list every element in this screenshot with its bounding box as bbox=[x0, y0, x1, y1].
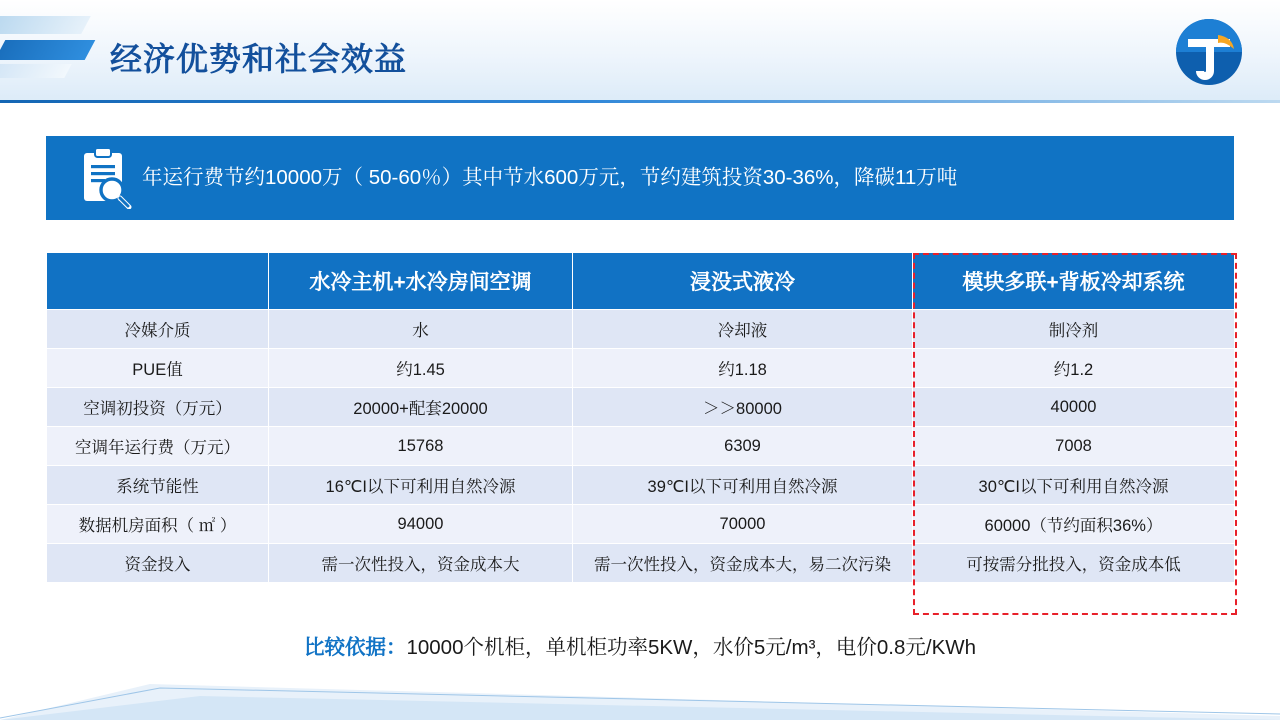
row-cell: 15768 bbox=[269, 427, 573, 466]
row-cell: 39℃I以下可利用自然冷源 bbox=[573, 466, 913, 505]
row-cell: 需一次性投入，资金成本大，易二次污染 bbox=[573, 544, 913, 583]
banner-text: 年运行费节约10000万（ 50-60％）其中节水600万元，节约建筑投资30-36%，降碳11万吨 bbox=[142, 166, 958, 190]
row-cell: 16℃I以下可利用自然冷源 bbox=[269, 466, 573, 505]
row-cell: 60000（节约面积36%） bbox=[913, 505, 1235, 544]
table-row bbox=[47, 544, 1235, 583]
footer-decoration bbox=[0, 678, 1280, 720]
comparison-basis-label: 比较依据： bbox=[303, 636, 407, 659]
header-accent-stripe-2 bbox=[0, 40, 95, 60]
row-cell: 约1.2 bbox=[913, 349, 1235, 388]
row-cell: 冷却液 bbox=[573, 310, 913, 349]
header-underline bbox=[0, 100, 1280, 103]
slide-header bbox=[0, 0, 1280, 110]
row-cell: 40000 bbox=[913, 388, 1235, 427]
table-row bbox=[47, 427, 1235, 466]
row-cell: 6309 bbox=[573, 427, 913, 466]
table-row bbox=[47, 349, 1235, 388]
row-cell: 20000+配套20000 bbox=[269, 388, 573, 427]
row-cell: 7008 bbox=[913, 427, 1235, 466]
table-header-col-2: 浸没式液冷 bbox=[573, 253, 913, 310]
table-header-blank bbox=[47, 253, 269, 310]
company-logo-icon bbox=[1174, 17, 1244, 87]
row-label: 冷媒介质 bbox=[47, 310, 269, 349]
row-cell: 约1.18 bbox=[573, 349, 913, 388]
comparison-basis-text: 10000个机柜，单机柜功率5KW，水价5元/m³，电价0.8元/KWh bbox=[406, 636, 977, 659]
row-label: 空调年运行费（万元） bbox=[47, 427, 269, 466]
row-label: PUE值 bbox=[47, 349, 269, 388]
row-label: 资金投入 bbox=[47, 544, 269, 583]
header-accent-stripe-3 bbox=[0, 64, 72, 78]
comparison-basis-note bbox=[0, 630, 1280, 660]
row-cell: 需一次性投入，资金成本大 bbox=[269, 544, 573, 583]
table-header-col-1: 水冷主机+水冷房间空调 bbox=[269, 253, 573, 310]
table-row bbox=[47, 505, 1235, 544]
row-label: 系统节能性 bbox=[47, 466, 269, 505]
header-accent-stripe-1 bbox=[0, 16, 91, 34]
row-cell: 水 bbox=[269, 310, 573, 349]
row-label: 数据机房面积（ ㎡ ） bbox=[47, 505, 269, 544]
table-row bbox=[47, 466, 1235, 505]
table-header-col-3: 模块多联+背板冷却系统 bbox=[913, 253, 1235, 310]
page-title: 经济优势和社会效益 bbox=[110, 41, 408, 77]
table-header-row bbox=[47, 253, 1235, 310]
clipboard-search-icon bbox=[68, 147, 142, 209]
summary-banner bbox=[46, 136, 1234, 220]
row-cell: ＞＞80000 bbox=[573, 388, 913, 427]
row-label: 空调初投资（万元） bbox=[47, 388, 269, 427]
comparison-table bbox=[46, 252, 1235, 583]
row-cell: 约1.45 bbox=[269, 349, 573, 388]
table-row bbox=[47, 310, 1235, 349]
row-cell: 制冷剂 bbox=[913, 310, 1235, 349]
row-cell: 可按需分批投入，资金成本低 bbox=[913, 544, 1235, 583]
table-row bbox=[47, 388, 1235, 427]
row-cell: 94000 bbox=[269, 505, 573, 544]
row-cell: 30℃I以下可利用自然冷源 bbox=[913, 466, 1235, 505]
row-cell: 70000 bbox=[573, 505, 913, 544]
